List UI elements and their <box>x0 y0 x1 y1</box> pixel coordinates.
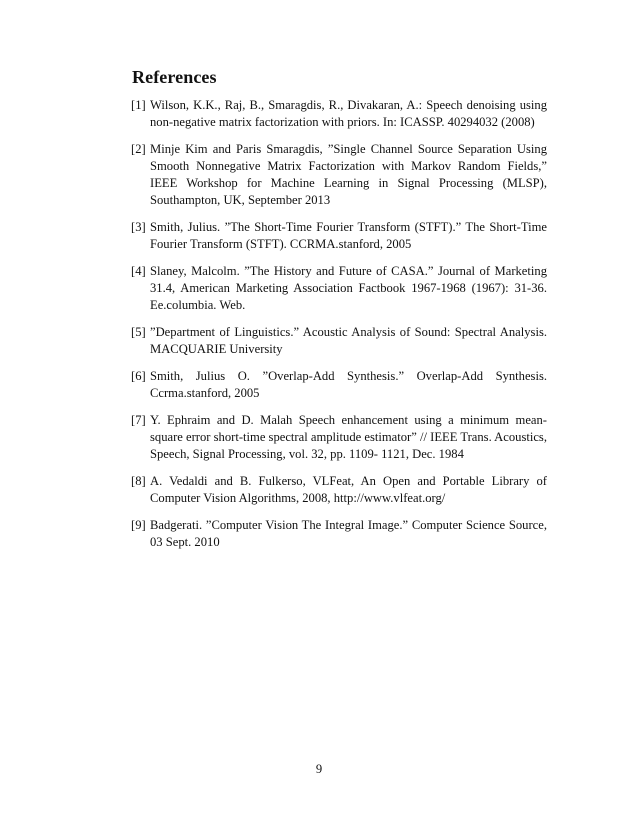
reference-item-1 <box>131 97 547 131</box>
reference-text: A. Vedaldi and B. Fulkerso, VLFeat, An Open and Portable Library of Computer Vision Algorithms, 2008, http://www.vlfeat.org/ <box>150 474 547 505</box>
reference-text: Slaney, Malcolm. ”The History and Future of CASA.” Journal of Marketing 31.4, American Marketing Association Factbook 1967-1968 (1967): 31-36. Ee.columbia. Web. <box>150 264 547 312</box>
reference-number: [7] <box>131 413 146 427</box>
reference-text: ”Department of Linguistics.” Acoustic Analysis of Sound: Spectral Analysis. MACQUARIE University <box>150 325 547 356</box>
reference-number: [3] <box>131 220 146 234</box>
reference-number: [9] <box>131 518 146 532</box>
reference-item-7 <box>131 412 547 463</box>
reference-number: [5] <box>131 325 146 339</box>
reference-item-5 <box>131 324 547 358</box>
reference-text: Badgerati. ”Computer Vision The Integral Image.” Computer Science Source, 03 Sept. 2010 <box>150 518 547 549</box>
reference-item-4 <box>131 263 547 314</box>
reference-number: [6] <box>131 369 146 383</box>
page-number: 9 <box>315 762 323 776</box>
reference-number: [1] <box>131 98 146 112</box>
reference-text: Wilson, K.K., Raj, B., Smaragdis, R., Divakaran, A.: Speech denoising using non-negative matrix factorization with priors. In: ICASSP. 40294032 (2008) <box>150 98 547 129</box>
reference-number: [4] <box>131 264 146 278</box>
reference-number: [2] <box>131 142 146 156</box>
reference-text: Y. Ephraim and D. Malah Speech enhancement using a minimum mean-square error short-time spectral amplitude estimator” // IEEE Trans. Acoustics, Speech, Signal Processing, vol. 32, pp. 1109- 1121, Dec. 1984 <box>150 413 547 461</box>
reference-number: [8] <box>131 474 146 488</box>
reference-item-6 <box>131 368 547 402</box>
reference-item-8 <box>131 473 547 507</box>
reference-list <box>131 97 547 561</box>
reference-text: Smith, Julius O. ”Overlap-Add Synthesis.” Overlap-Add Synthesis. Ccrma.stanford, 2005 <box>150 369 547 400</box>
reference-item-9 <box>131 517 547 551</box>
reference-item-3 <box>131 219 547 253</box>
reference-text: Smith, Julius. ”The Short-Time Fourier Transform (STFT).” The Short-Time Fourier Transform (STFT). CCRMA.stanford, 2005 <box>150 220 547 251</box>
reference-item-2 <box>131 141 547 209</box>
reference-text: Minje Kim and Paris Smaragdis, ”Single Channel Source Separation Using Smooth Nonnegative Matrix Factorization with Markov Random Fields,” IEEE Workshop for Machine Learning in Signal Processing (MLSP), Southampton, UK, September 2013 <box>150 142 547 207</box>
references-heading: References <box>132 67 217 87</box>
